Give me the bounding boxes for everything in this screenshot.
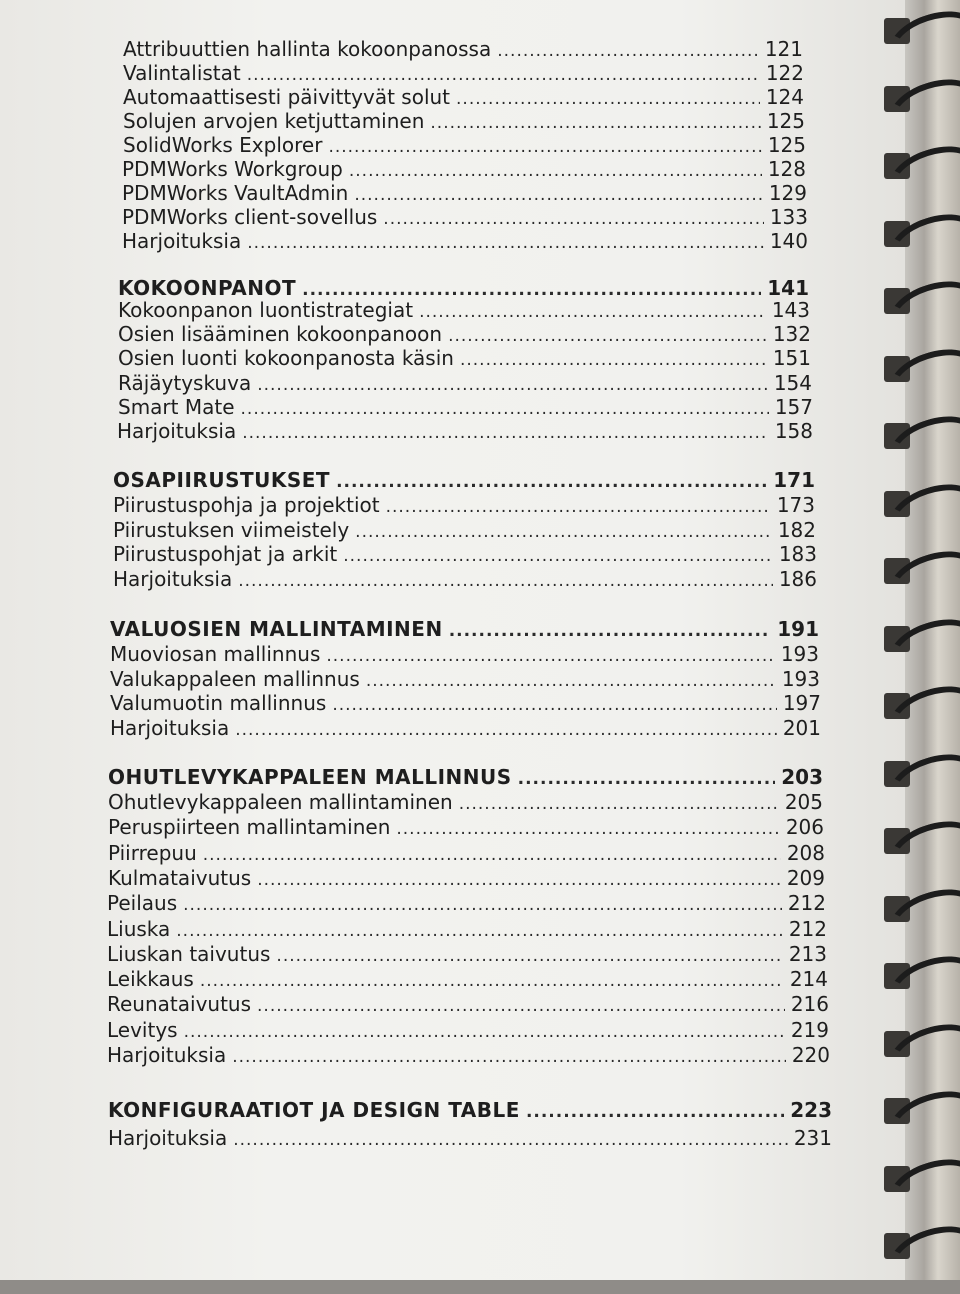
- entry-title: Muoviosan mallinnus: [110, 642, 321, 666]
- entry-title: Smart Mate: [118, 395, 235, 419]
- dot-leader: [276, 946, 782, 966]
- page-number: 191: [777, 617, 819, 641]
- entry-title: Osien luonti kokoonpanosta käsin: [118, 346, 454, 370]
- toc-entry: [107, 992, 829, 1017]
- toc-entry: [108, 1126, 832, 1151]
- toc-entry: [110, 642, 819, 667]
- toc-entry: [110, 691, 821, 716]
- entry-title: Harjoituksia: [122, 229, 242, 253]
- entry-title: Attribuuttien hallinta kokoonpanossa: [123, 37, 492, 61]
- page-number: 212: [788, 917, 827, 941]
- dot-leader: [518, 769, 776, 789]
- toc-section-heading: [108, 1098, 832, 1124]
- toc-entry: [123, 85, 804, 110]
- dot-leader: [396, 819, 779, 839]
- entry-title: PDMWorks VaultAdmin: [122, 181, 349, 205]
- page-number: 193: [781, 667, 820, 691]
- entry-title: PDMWorks Workgroup: [122, 157, 343, 181]
- entry-title: Automaattisesti päivittyvät solut: [123, 85, 451, 109]
- entry-title: PDMWorks client-sovellus: [122, 205, 378, 229]
- dot-leader: [366, 671, 776, 691]
- dot-leader: [459, 794, 779, 814]
- entry-title: Leikkaus: [107, 967, 194, 991]
- section-title: KOKOONPANOT: [118, 276, 297, 300]
- entry-title: Peilaus: [107, 891, 178, 915]
- page-number: 154: [773, 371, 812, 395]
- dot-leader: [183, 895, 782, 915]
- toc-entry: [108, 841, 825, 866]
- dot-leader: [242, 423, 769, 443]
- toc-entry: [123, 61, 804, 86]
- page-number: 125: [766, 109, 805, 133]
- toc-entry: [123, 133, 806, 158]
- entry-title: Harjoituksia: [117, 419, 237, 443]
- toc-entry: [110, 716, 821, 741]
- entry-title: Valumuotin mallinnus: [110, 691, 327, 715]
- toc-entry: [122, 205, 808, 230]
- dot-leader: [328, 137, 761, 157]
- toc-entry: [118, 322, 811, 347]
- dot-leader: [354, 185, 762, 205]
- toc-entry: [107, 891, 826, 916]
- dot-leader: [460, 350, 767, 370]
- entry-title: Liuska: [107, 917, 171, 941]
- entry-title: Harjoituksia: [113, 567, 233, 591]
- toc-entry: [122, 157, 806, 182]
- entry-title: Harjoituksia: [107, 1043, 227, 1067]
- entry-title: Kokoonpanon luontistrategiat: [118, 298, 414, 322]
- toc-entry: [110, 667, 820, 692]
- toc-entry: [107, 917, 827, 942]
- dot-leader: [247, 233, 764, 253]
- toc-entry: [123, 109, 805, 134]
- section-title: OSAPIIRUSTUKSET: [113, 468, 331, 492]
- section-title: OHUTLEVYKAPPALEEN MALLINNUS: [108, 765, 512, 789]
- page-number: 214: [789, 967, 828, 991]
- page-number: 186: [778, 567, 817, 591]
- dot-leader: [235, 720, 777, 740]
- dot-leader: [343, 546, 773, 566]
- page-number: 143: [771, 298, 810, 322]
- page-number: 209: [786, 866, 825, 890]
- entry-title: Piirustuksen viimeistely: [113, 518, 350, 542]
- page-number: 129: [768, 181, 807, 205]
- toc-entry: [107, 967, 828, 992]
- page-number: 203: [781, 765, 823, 789]
- section-title: VALUOSIEN MALLINTAMINEN: [110, 617, 443, 641]
- toc-entry: [123, 37, 803, 62]
- entry-title: Räjäytyskuva: [118, 371, 252, 395]
- toc-entry: [122, 181, 807, 206]
- toc-section-heading: [108, 765, 823, 791]
- page-number: 193: [780, 642, 819, 666]
- page-number: 213: [788, 942, 827, 966]
- dot-leader: [200, 971, 784, 991]
- dot-leader: [497, 41, 759, 61]
- page-number: 124: [765, 85, 804, 109]
- page-number: 171: [773, 468, 815, 492]
- entry-title: Piirustuspohjat ja arkit: [113, 542, 338, 566]
- page-number: 173: [776, 493, 815, 517]
- page-number: 132: [772, 322, 811, 346]
- page-number: 197: [782, 691, 821, 715]
- dot-leader: [241, 399, 769, 419]
- page-number: 125: [767, 133, 806, 157]
- section-title: KONFIGURAATIOT JA DESIGN TABLE: [108, 1098, 520, 1122]
- entry-title: Liuskan taivutus: [107, 942, 271, 966]
- toc-entry: [118, 395, 813, 420]
- page-number: 140: [769, 229, 808, 253]
- entry-title: Ohutlevykappaleen mallintaminen: [108, 790, 453, 814]
- page-number: 231: [793, 1126, 832, 1150]
- dot-leader: [176, 921, 783, 941]
- dot-leader: [336, 472, 767, 492]
- page-number: 205: [784, 790, 823, 814]
- dot-leader: [383, 209, 764, 229]
- entry-title: Piirrepuu: [108, 841, 197, 865]
- dot-leader: [302, 280, 761, 300]
- dot-leader: [456, 89, 760, 109]
- dot-leader: [449, 621, 772, 641]
- dot-leader: [419, 302, 766, 322]
- page-number: 206: [785, 815, 824, 839]
- entry-title: Reunataivutus: [107, 992, 252, 1016]
- page-number: 183: [778, 542, 817, 566]
- entry-title: Osien lisääminen kokoonpanoon: [118, 322, 443, 346]
- toc-entry: [107, 1043, 830, 1068]
- page-number: 182: [777, 518, 816, 542]
- dot-leader: [257, 375, 768, 395]
- toc-entry: [107, 942, 827, 967]
- dot-leader: [386, 497, 771, 517]
- entry-title: SolidWorks Explorer: [123, 133, 323, 157]
- page-number: 212: [787, 891, 826, 915]
- page-number: 133: [769, 205, 808, 229]
- dot-leader: [349, 161, 762, 181]
- toc-entry: [107, 1018, 829, 1043]
- toc-entry: [113, 567, 817, 592]
- toc-entry: [108, 866, 825, 891]
- page-number: 208: [786, 841, 825, 865]
- toc-entry: [117, 419, 813, 444]
- toc-entry: [118, 346, 811, 371]
- toc-section-heading: [110, 617, 819, 643]
- dot-leader: [430, 113, 760, 133]
- entry-title: Piirustuspohja ja projektiot: [113, 493, 380, 517]
- toc-entry: [113, 542, 817, 567]
- page-number: 158: [774, 419, 813, 443]
- entry-title: Valintalistat: [123, 61, 241, 85]
- page-number: 141: [767, 276, 809, 300]
- toc-entry: [108, 815, 824, 840]
- dot-leader: [257, 996, 785, 1016]
- entry-title: Valukappaleen mallinnus: [110, 667, 360, 691]
- dot-leader: [526, 1102, 784, 1122]
- page-number: 220: [791, 1043, 830, 1067]
- page-number: 128: [767, 157, 806, 181]
- dot-leader: [332, 695, 777, 715]
- toc-entry: [122, 229, 808, 254]
- entry-title: Peruspiirteen mallintaminen: [108, 815, 391, 839]
- toc-entry: [113, 518, 816, 543]
- toc-section-heading: [113, 468, 815, 494]
- page-number: 223: [790, 1098, 832, 1122]
- dot-leader: [355, 522, 772, 542]
- dot-leader: [326, 646, 774, 666]
- dot-leader: [203, 845, 781, 865]
- dot-leader: [448, 326, 767, 346]
- toc-entry: [108, 790, 823, 815]
- entry-title: Kulmataivutus: [108, 866, 252, 890]
- toc-entry: [118, 371, 812, 396]
- dot-leader: [238, 571, 773, 591]
- entry-title: Levitys: [107, 1018, 178, 1042]
- entry-title: Harjoituksia: [110, 716, 230, 740]
- toc-entry: [118, 298, 810, 323]
- toc-entry: [113, 493, 815, 518]
- page-number: 157: [774, 395, 813, 419]
- page-number: 122: [765, 61, 804, 85]
- dot-leader: [257, 870, 781, 890]
- dot-leader: [247, 65, 760, 85]
- page-number: 151: [772, 346, 811, 370]
- dot-leader: [233, 1130, 788, 1150]
- page-number: 201: [782, 716, 821, 740]
- page-number: 219: [790, 1018, 829, 1042]
- page-number: 121: [764, 37, 803, 61]
- page-number: 216: [790, 992, 829, 1016]
- dot-leader: [232, 1047, 786, 1067]
- dot-leader: [184, 1022, 785, 1042]
- entry-title: Solujen arvojen ketjuttaminen: [123, 109, 425, 133]
- entry-title: Harjoituksia: [108, 1126, 228, 1150]
